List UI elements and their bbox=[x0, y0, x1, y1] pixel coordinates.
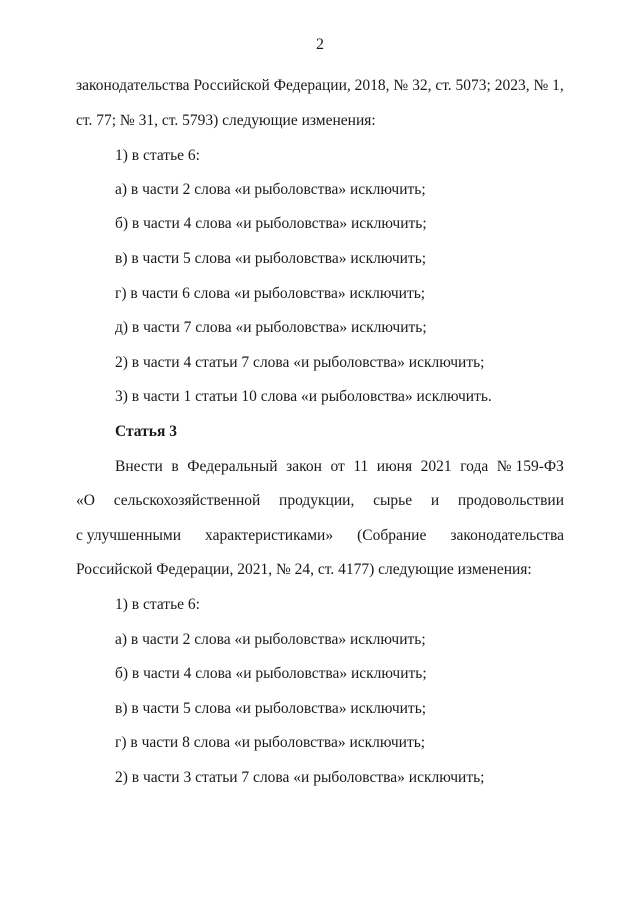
article-3-para-line-4: Российской Федерации, 2021, № 24, ст. 4177) следующие изменения: bbox=[76, 561, 532, 578]
article-3-subitem-b: б) в части 4 слова «и рыболовства» исключить; bbox=[115, 665, 427, 682]
section1-item-1: 1) в статье 6: bbox=[115, 147, 200, 164]
word: с улучшенными bbox=[76, 527, 182, 544]
word: продовольствии bbox=[457, 492, 564, 509]
article-3-para-line-2 bbox=[76, 491, 564, 511]
section1-subitem-v: в) в части 5 слова «и рыболовства» исключить; bbox=[115, 250, 427, 267]
word: июня bbox=[376, 458, 413, 475]
word: сельскохозяйственной bbox=[113, 492, 261, 509]
article-3-item-2: 2) в части 3 статьи 7 слова «и рыболовства» исключить; bbox=[115, 769, 485, 786]
word: закон bbox=[286, 458, 322, 475]
intro-line-2: ст. 77; № 31, ст. 5793) следующие изменения: bbox=[76, 112, 376, 129]
article-3-subitem-v: в) в части 5 слова «и рыболовства» исключить; bbox=[115, 700, 427, 717]
word: продукции, bbox=[279, 492, 355, 509]
word: 11 bbox=[353, 458, 369, 475]
word: законодательства bbox=[450, 527, 564, 544]
article-3-item-1: 1) в статье 6: bbox=[115, 596, 200, 613]
section1-subitem-g: г) в части 6 слова «и рыболовства» исключить; bbox=[115, 285, 426, 302]
article-3-para-line-1 bbox=[115, 457, 564, 477]
section1-item-3: 3) в части 1 статьи 10 слова «и рыболовства» исключить. bbox=[115, 388, 492, 405]
intro-line-1: законодательства Российской Федерации, 2018, № 32, ст. 5073; 2023, № 1, bbox=[76, 77, 564, 94]
section1-subitem-a: а) в части 2 слова «и рыболовства» исключить; bbox=[115, 181, 426, 198]
word: и bbox=[430, 492, 440, 509]
word: от bbox=[330, 458, 345, 475]
article-3-subitem-a: а) в части 2 слова «и рыболовства» исключить; bbox=[115, 631, 426, 648]
word: (Собрание bbox=[357, 527, 427, 544]
section1-subitem-b: б) в части 4 слова «и рыболовства» исключить; bbox=[115, 215, 427, 232]
word: в bbox=[171, 458, 179, 475]
word: сырье bbox=[373, 492, 413, 509]
word: 2021 bbox=[420, 458, 452, 475]
page-number: 2 bbox=[316, 36, 324, 53]
section1-subitem-d: д) в части 7 слова «и рыболовства» исключить; bbox=[115, 319, 427, 336]
word: Федеральный bbox=[187, 458, 278, 475]
word: «О bbox=[76, 492, 95, 509]
word: года bbox=[460, 458, 489, 475]
word: характеристиками» bbox=[205, 527, 334, 544]
article-3-para-line-3 bbox=[76, 526, 564, 546]
word: Внести bbox=[115, 458, 163, 475]
section1-item-2: 2) в части 4 статьи 7 слова «и рыболовства» исключить; bbox=[115, 354, 485, 371]
article-3-subitem-g: г) в части 8 слова «и рыболовства» исключить; bbox=[115, 734, 426, 751]
word: № 159-ФЗ bbox=[496, 458, 564, 475]
article-3-heading: Статья 3 bbox=[115, 423, 177, 440]
